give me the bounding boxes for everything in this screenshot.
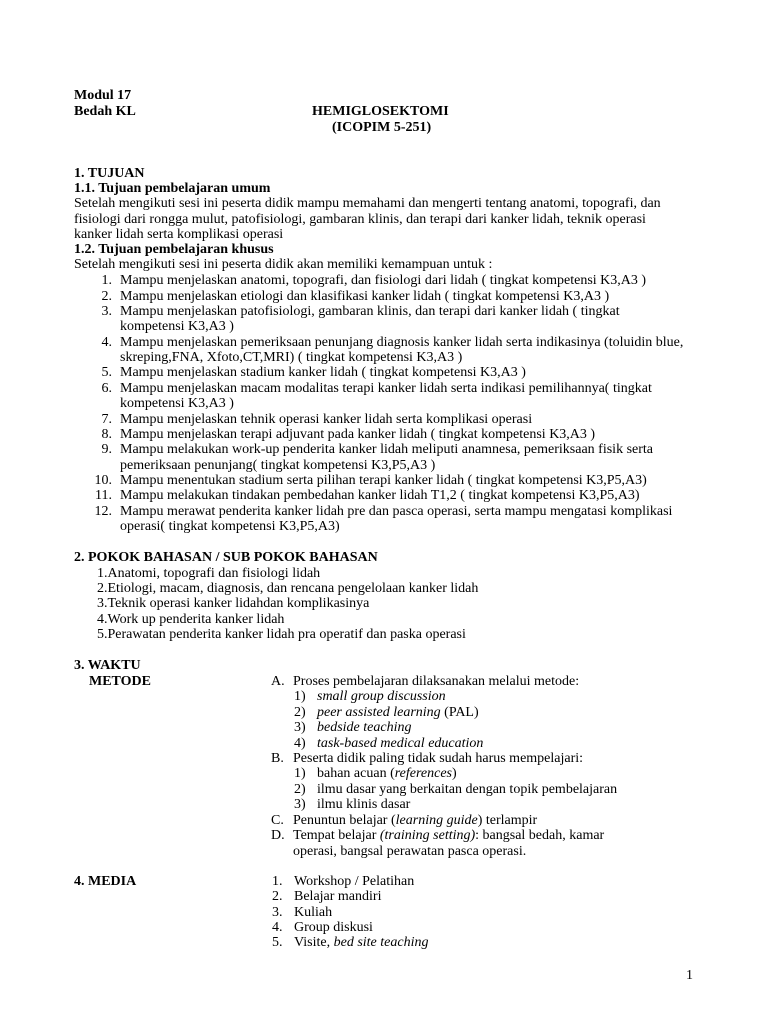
method-item: Proses pembelajaran dilaksanakan melalui metode: (293, 674, 580, 689)
section-heading-pokok-bahasan: 2. POKOK BAHASAN / SUB POKOK BAHASAN (74, 550, 378, 565)
topic-item: 3.Teknik operasi kanker lidahdan komplikasinya (97, 596, 370, 611)
subsection-heading-umum: 1.1. Tujuan pembelajaran umum (74, 181, 271, 196)
list-number: 2. (272, 889, 283, 904)
list-number: 1. (272, 874, 283, 889)
list-number: 1) (294, 689, 306, 704)
method-item: Peserta didik paling tidak sudah harus mempelajari: (293, 751, 584, 766)
list-number: 3) (294, 797, 306, 812)
section-heading-tujuan: 1. TUJUAN (74, 166, 145, 181)
method-item (293, 813, 537, 828)
list-item: Mampu menjelaskan anatomi, topografi, dan fisiologi dari lidah ( tingkat kompetensi K3,A3 ) (120, 273, 647, 288)
list-item: Mampu menjelaskan macam modalitas terapi kanker lidah serta indikasi pemilihannya( tingkat (120, 381, 652, 396)
list-letter: B. (271, 751, 284, 766)
list-number: 6. (101, 381, 112, 396)
list-item-continuation: pemeriksaan penunjang( tingkat kompetensi K3,P5,A3 ) (120, 458, 436, 473)
paragraph-line: fisiologi dari rongga mulut, patofisiologi, gambaran klinis, dan terapi dari kanker lidah, teknik operasi (74, 212, 646, 227)
topic-item: 4.Work up penderita kanker lidah (97, 612, 285, 627)
topic-item: 1.Anatomi, topografi dan fisiologi lidah (97, 566, 321, 581)
list-number: 11. (95, 488, 112, 503)
topic-item: 2.Etiologi, macam, diagnosis, dan rencana pengelolaan kanker lidah (97, 581, 479, 596)
paragraph-line: Setelah mengikuti sesi ini peserta didik mampu memahami dan mengerti tentang anatomi, topografi, dan (74, 196, 661, 211)
text-pre: bahan acuan ( (317, 766, 395, 781)
list-number: 10. (94, 473, 112, 488)
list-item-continuation: kompetensi K3,A3 ) (120, 396, 234, 411)
list-letter: A. (271, 674, 285, 689)
list-item-continuation: kompetensi K3,A3 ) (120, 319, 234, 334)
text-post: ) (452, 766, 457, 781)
document-title: HEMIGLOSEKTOMI (312, 104, 449, 119)
section-heading-waktu: 3. WAKTU (74, 658, 141, 673)
list-number: 12. (94, 504, 112, 519)
text-italic: (training setting) (379, 828, 476, 843)
list-item: Mampu menjelaskan tehnik operasi kanker lidah serta komplikasi operasi (120, 412, 533, 427)
list-number: 2) (294, 705, 306, 720)
list-number: 1) (294, 766, 306, 781)
subsection-heading-khusus: 1.2. Tujuan pembelajaran khusus (74, 242, 274, 257)
list-item-continuation: operasi( tingkat kompetensi K3,P5,A3) (120, 519, 340, 534)
list-item: Mampu menjelaskan terapi adjuvant pada kanker lidah ( tingkat kompetensi K3,A3 ) (120, 427, 596, 442)
list-number: 5. (101, 365, 112, 380)
text-italic: learning guide (395, 813, 478, 828)
list-item: Mampu menjelaskan etiologi dan klasifikasi kanker lidah ( tingkat kompetensi K3,A3 ) (120, 289, 610, 304)
text-post: : bangsal bedah, kamar (475, 828, 605, 843)
method-subitem-suffix: (PAL) (440, 705, 479, 720)
method-subitem: small group discussion (317, 689, 446, 704)
list-number: 3. (101, 304, 112, 319)
list-number: 2. (101, 289, 112, 304)
list-item: Mampu merawat penderita kanker lidah pre dan pasca operasi, serta mampu mengatasi komplikasi (120, 504, 673, 519)
list-number: 3) (294, 720, 306, 735)
section-heading-media: 4. MEDIA (74, 874, 137, 889)
method-subitem: task-based medical education (317, 736, 484, 751)
list-item-continuation: skreping,FNA, Xfoto,CT,MRI) ( tingkat kompetensi K3,A3 ) (120, 350, 463, 365)
label-metode: METODE (89, 674, 151, 689)
paragraph-line: kanker lidah serta komplikasi operasi (74, 227, 284, 242)
method-subitem: ilmu dasar yang berkaitan dengan topik pembelajaran (317, 782, 618, 797)
media-item (294, 935, 428, 950)
media-item: Kuliah (294, 905, 333, 920)
method-subitem (317, 766, 457, 781)
list-item: Mampu melakukan tindakan pembedahan kanker lidah T1,2 ( tingkat kompetensi K3,P5,A3) (120, 488, 640, 503)
list-letter: D. (271, 828, 285, 843)
text-pre: Penuntun belajar ( (293, 813, 396, 828)
list-number: 2) (294, 782, 306, 797)
page-number: 1 (686, 968, 693, 983)
media-item: Workshop / Pelatihan (294, 874, 415, 889)
method-subitem: bedside teaching (317, 720, 412, 735)
method-subitem (317, 705, 479, 720)
method-item-continuation: operasi, bangsal perawatan pasca operasi. (293, 844, 527, 859)
list-item: Mampu menjelaskan stadium kanker lidah ( tingkat kompetensi K3,A3 ) (120, 365, 526, 380)
list-number: 1. (101, 273, 112, 288)
list-number: 3. (272, 905, 283, 920)
list-number: 8. (101, 427, 112, 442)
method-subitem-italic: peer assisted learning (317, 705, 441, 720)
module-number: Modul 17 (74, 88, 132, 103)
paragraph-line: Setelah mengikuti sesi ini peserta didik akan memiliki kemampuan untuk : (74, 257, 493, 272)
list-item: Mampu menjelaskan patofisiologi, gambaran klinis, dan terapi dari kanker lidah ( tingkat (120, 304, 620, 319)
list-number: 4) (294, 736, 306, 751)
list-letter: C. (271, 813, 284, 828)
procedure-code: (ICOPIM 5-251) (332, 120, 432, 135)
text-pre: Tempat belajar (293, 828, 380, 843)
text-post: ) terlampir (477, 813, 538, 828)
list-item: Mampu menjelaskan pemeriksaan penunjang diagnosis kanker lidah serta indikasinya (toluidin blue, (120, 335, 684, 350)
department: Bedah KL (74, 104, 136, 119)
list-number: 9. (101, 442, 112, 457)
text-italic: references (394, 766, 452, 781)
list-number: 7. (101, 412, 112, 427)
list-number: 4. (272, 920, 283, 935)
text-pre: Visite, (294, 935, 334, 950)
media-item: Belajar mandiri (294, 889, 382, 904)
list-item: Mampu menentukan stadium serta pilihan terapi kanker lidah ( tingkat kompetensi K3,P5,A3) (120, 473, 647, 488)
media-item: Group diskusi (294, 920, 373, 935)
method-subitem: ilmu klinis dasar (317, 797, 411, 812)
text-italic: bed site teaching (333, 935, 429, 950)
method-item (293, 828, 645, 843)
list-number: 5. (272, 935, 283, 950)
list-item: Mampu melakukan work-up penderita kanker lidah meliputi anamnesa, pemeriksaan fisik serta (120, 442, 653, 457)
list-number: 4. (101, 335, 112, 350)
topic-item: 5.Perawatan penderita kanker lidah pra operatif dan paska operasi (97, 627, 466, 642)
